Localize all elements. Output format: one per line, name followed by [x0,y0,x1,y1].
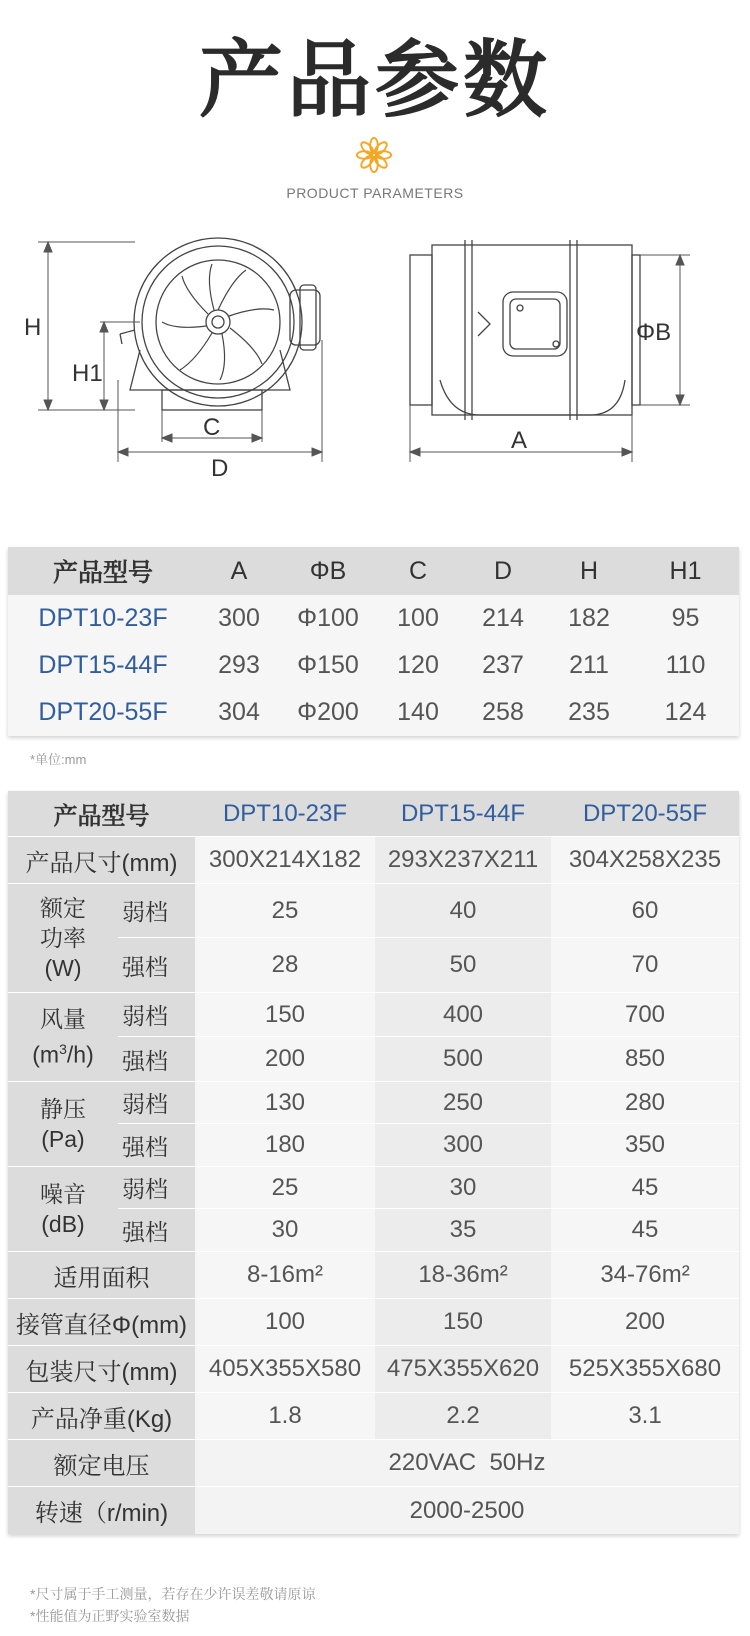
value-cell: 293 [218,651,260,679]
header-label: 产品型号 [8,791,195,836]
value-cell: 237 [482,651,524,679]
value-cell: 35 [375,1209,551,1251]
fan-dimension-diagram [0,230,750,500]
speed-row [8,1487,739,1534]
value-cell: Φ150 [297,651,359,679]
value-cell: 405X355X580 [195,1346,375,1392]
value-cell: 280 [551,1082,739,1123]
value-cell: 28 [195,938,375,992]
value-cell: 304 [218,698,260,726]
low-gear-label: 弱档 [118,1082,195,1123]
high-gear-label: 强档 [118,938,195,992]
side-view-drawing [410,240,640,420]
dim-label-h1: H1 [72,360,103,387]
dim-label-phib: ΦB [636,319,672,346]
page-subtitle: PRODUCT PARAMETERS [286,185,464,201]
page-title: 产品参数 [198,33,551,127]
pressure-group [8,1082,739,1167]
value-cell: 8-16m² [195,1252,375,1298]
value-cell: 95 [671,604,700,632]
value-cell: 40 [375,884,551,937]
header-cell: H1 [669,556,702,585]
row-label: 额定电压 [8,1440,195,1486]
dim-label-a: A [511,427,528,454]
value-cell: 30 [195,1209,375,1251]
row-label: 接管直径Φ(mm) [8,1299,195,1345]
value-cell: 34-76m² [551,1252,739,1298]
noise-group [8,1167,739,1252]
header-cell: 产品型号 [52,559,153,587]
value-cell: 140 [397,698,439,726]
value-cell: 700 [551,993,739,1036]
value-cell: 304X258X235 [551,837,739,883]
value-cell: Φ200 [297,698,359,726]
header-cell: A [230,556,248,585]
value-cell: 220VAC 50Hz [195,1440,739,1486]
spec-header-row [8,791,739,837]
value-cell: 124 [664,698,707,726]
value-cell: 200 [551,1299,739,1345]
row-label: 适用面积 [8,1252,195,1298]
value-cell: 25 [195,1167,375,1208]
low-gear-label: 弱档 [118,884,195,937]
spec-table [8,791,739,1534]
value-cell: 180 [195,1124,375,1166]
pressure-label: 静压 (Pa) [8,1082,118,1166]
value-cell: 130 [195,1082,375,1123]
value-cell: 100 [397,604,439,632]
value-cell: 120 [397,651,439,679]
value-cell: 2000-2500 [195,1487,739,1534]
header-cell: C [408,556,428,585]
value-cell: 45 [551,1167,739,1208]
header-cell: D [493,556,513,585]
value-cell: 150 [375,1299,551,1345]
value-cell: 350 [551,1124,739,1166]
footnote: *性能值为正野实验室数据 [30,1608,190,1624]
front-view-drawing [120,238,320,410]
value-cell: 3.1 [551,1393,739,1439]
pipe-row [8,1299,739,1346]
value-cell: 200 [195,1037,375,1081]
row-label: 产品净重(Kg) [8,1393,195,1439]
package-row [8,1346,739,1393]
dim-label-d: D [211,455,229,482]
table-row [8,595,739,642]
table-row [8,642,739,689]
model-cell: DPT20-55F [38,698,168,726]
footnote: *尺寸属于手工测量，若存在少许误差敬请原谅 [30,1586,316,1602]
high-gear-label: 强档 [118,1209,195,1251]
footnotes [30,1583,315,1627]
value-cell: Φ100 [297,604,359,632]
low-gear-label: 弱档 [118,1167,195,1208]
row-label: 转速（r/min) [8,1487,195,1534]
unit-note: *单位:mm [30,752,87,767]
value-cell: 300 [218,604,260,632]
value-cell: 182 [568,604,610,632]
value-cell: 500 [375,1037,551,1081]
value-cell: 150 [195,993,375,1036]
value-cell: 400 [375,993,551,1036]
value-cell: 300 [375,1124,551,1166]
dimensions-table [8,547,739,736]
airflow-group [8,993,739,1082]
value-cell: 258 [482,698,524,726]
value-cell: 250 [375,1082,551,1123]
row-label: 产品尺寸(mm) [8,837,195,883]
area-row [8,1252,739,1299]
model-header: DPT20-55F [551,791,739,836]
size-row [8,837,739,884]
value-cell: 60 [551,884,739,937]
high-gear-label: 强档 [118,1037,195,1081]
row-label: 包装尺寸(mm) [8,1346,195,1392]
dim-label-h: H [24,314,42,341]
value-cell: 2.2 [375,1393,551,1439]
value-cell: 110 [665,651,706,679]
value-cell: 293X237X211 [375,837,551,883]
value-cell: 70 [551,938,739,992]
header-cell: ΦB [309,556,347,585]
airflow-label: 风量 $(m^3/h)$ [8,993,118,1081]
value-cell: 18-36m² [375,1252,551,1298]
power-group [8,884,739,993]
value-cell: 30 [375,1167,551,1208]
table-header-row [8,547,739,595]
value-cell: 214 [482,604,524,632]
low-gear-label: 弱档 [118,993,195,1036]
high-gear-label: 强档 [118,1124,195,1166]
value-cell: 45 [551,1209,739,1251]
dim-label-c: C [203,414,221,441]
flower-icon [355,136,393,174]
noise-label: 噪音 (dB) [8,1167,118,1251]
value-cell: 300X214X182 [195,837,375,883]
model-cell: DPT10-23F [38,604,168,632]
value-cell: 475X355X620 [375,1346,551,1392]
value-cell: 211 [569,651,609,679]
value-cell: 1.8 [195,1393,375,1439]
power-label: 额定 功率 (W) [8,884,118,992]
value-cell: 50 [375,938,551,992]
voltage-row [8,1440,739,1487]
value-cell: 25 [195,884,375,937]
value-cell: 100 [195,1299,375,1345]
header-cell: H [579,556,599,585]
model-header: DPT15-44F [375,791,551,836]
model-cell: DPT15-44F [38,651,168,679]
value-cell: 235 [568,698,610,726]
weight-row [8,1393,739,1440]
model-header: DPT10-23F [195,791,375,836]
table-row [8,689,739,736]
value-cell: 850 [551,1037,739,1081]
value-cell: 525X355X680 [551,1346,739,1392]
